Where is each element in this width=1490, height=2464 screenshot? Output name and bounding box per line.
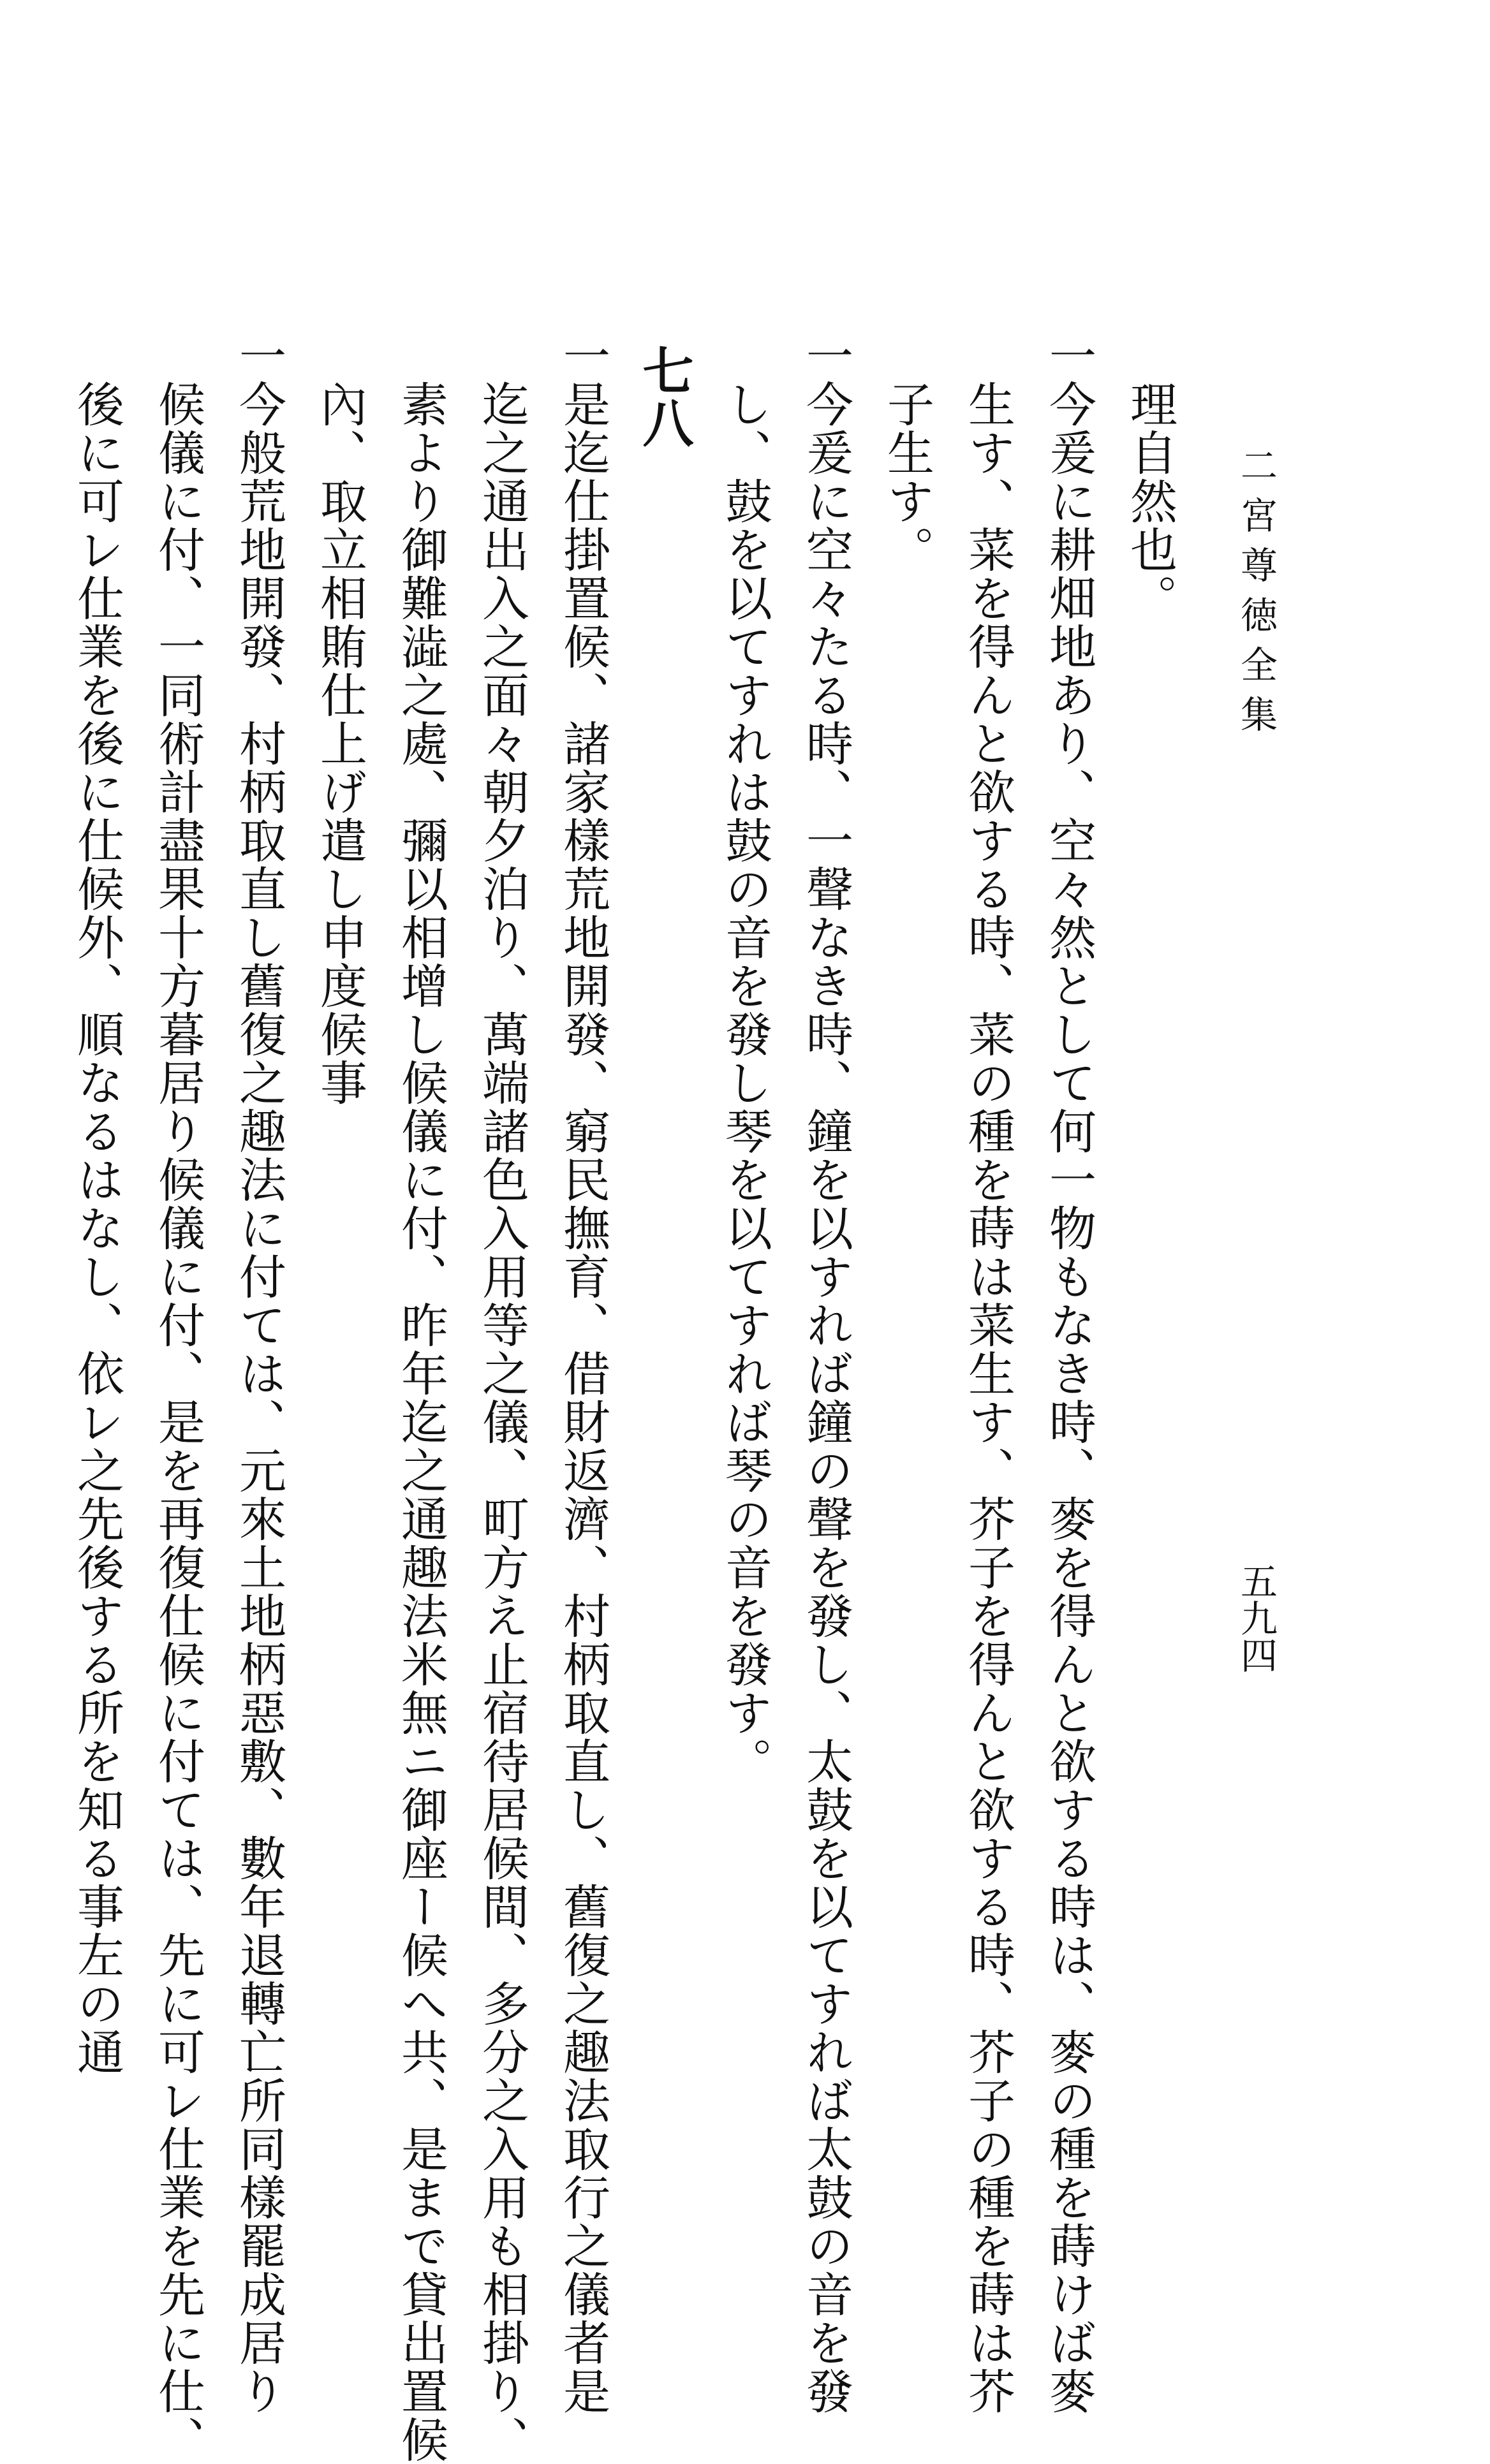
text-line: 一今爰に耕畑地あり、空々然として何一物もなき時、麥を得んと欲する時は、麥の種を蒔けば麥 (1042, 332, 1096, 2416)
page-number: 五九四 (1234, 1562, 1278, 1673)
text-line: 一今爰に空々たる時、一聲なき時、鐘を以すれば鐘の聲を發し、太鼓を以てすれば太鼓の音を發 (799, 332, 853, 2416)
text-line: 子生す。 (880, 380, 934, 574)
text-line: 後に可レ仕業を後に仕候外、順なるはなし、依レ之先後する所を知る事左の通 (70, 380, 124, 2076)
text-line: 素より御難澁之處、彌以相增し候儀に付、昨年迄之通趣法米無ニ御座ー候へ共、是まで貸出置候 (394, 380, 448, 2464)
text-line: 迄之通出入之面々朝夕泊り、萬端諸色入用等之儀、町方え止宿待居候間、多分之入用も相掛り、 (475, 380, 529, 2464)
running-header-title: 二宮尊徳全集 (1234, 446, 1278, 745)
text-line: 生す、菜を得んと欲する時、菜の種を蒔は菜生す、芥子を得んと欲する時、芥子の種を蒔は芥 (961, 380, 1015, 2416)
body-text (70, 332, 1190, 2464)
text-line: 內、取立相賄仕上げ遣し申度候事 (313, 380, 367, 1107)
text-line: 理自然也。 (1123, 380, 1177, 622)
section-heading: 七八 (634, 344, 694, 449)
text-line: 候儀に付、一同術計盡果十方暮居り候儀に付、是を再復仕候に付ては、先に可レ仕業を先に仕、 (151, 380, 205, 2464)
text-line: し、鼓を以てすれは鼓の音を發し琴を以てすれば琴の音を發す。 (718, 380, 772, 1786)
text-line: 一是迄仕掛置候、諸家樣荒地開發、窮民撫育、借財返濟、村柄取直し、舊復之趣法取行之儀者是 (556, 332, 610, 2416)
text-line: 一今般荒地開發、村柄取直し舊復之趣法に付ては、元來土地柄惡敷、數年退轉亡所同樣罷成居り (232, 332, 286, 2416)
